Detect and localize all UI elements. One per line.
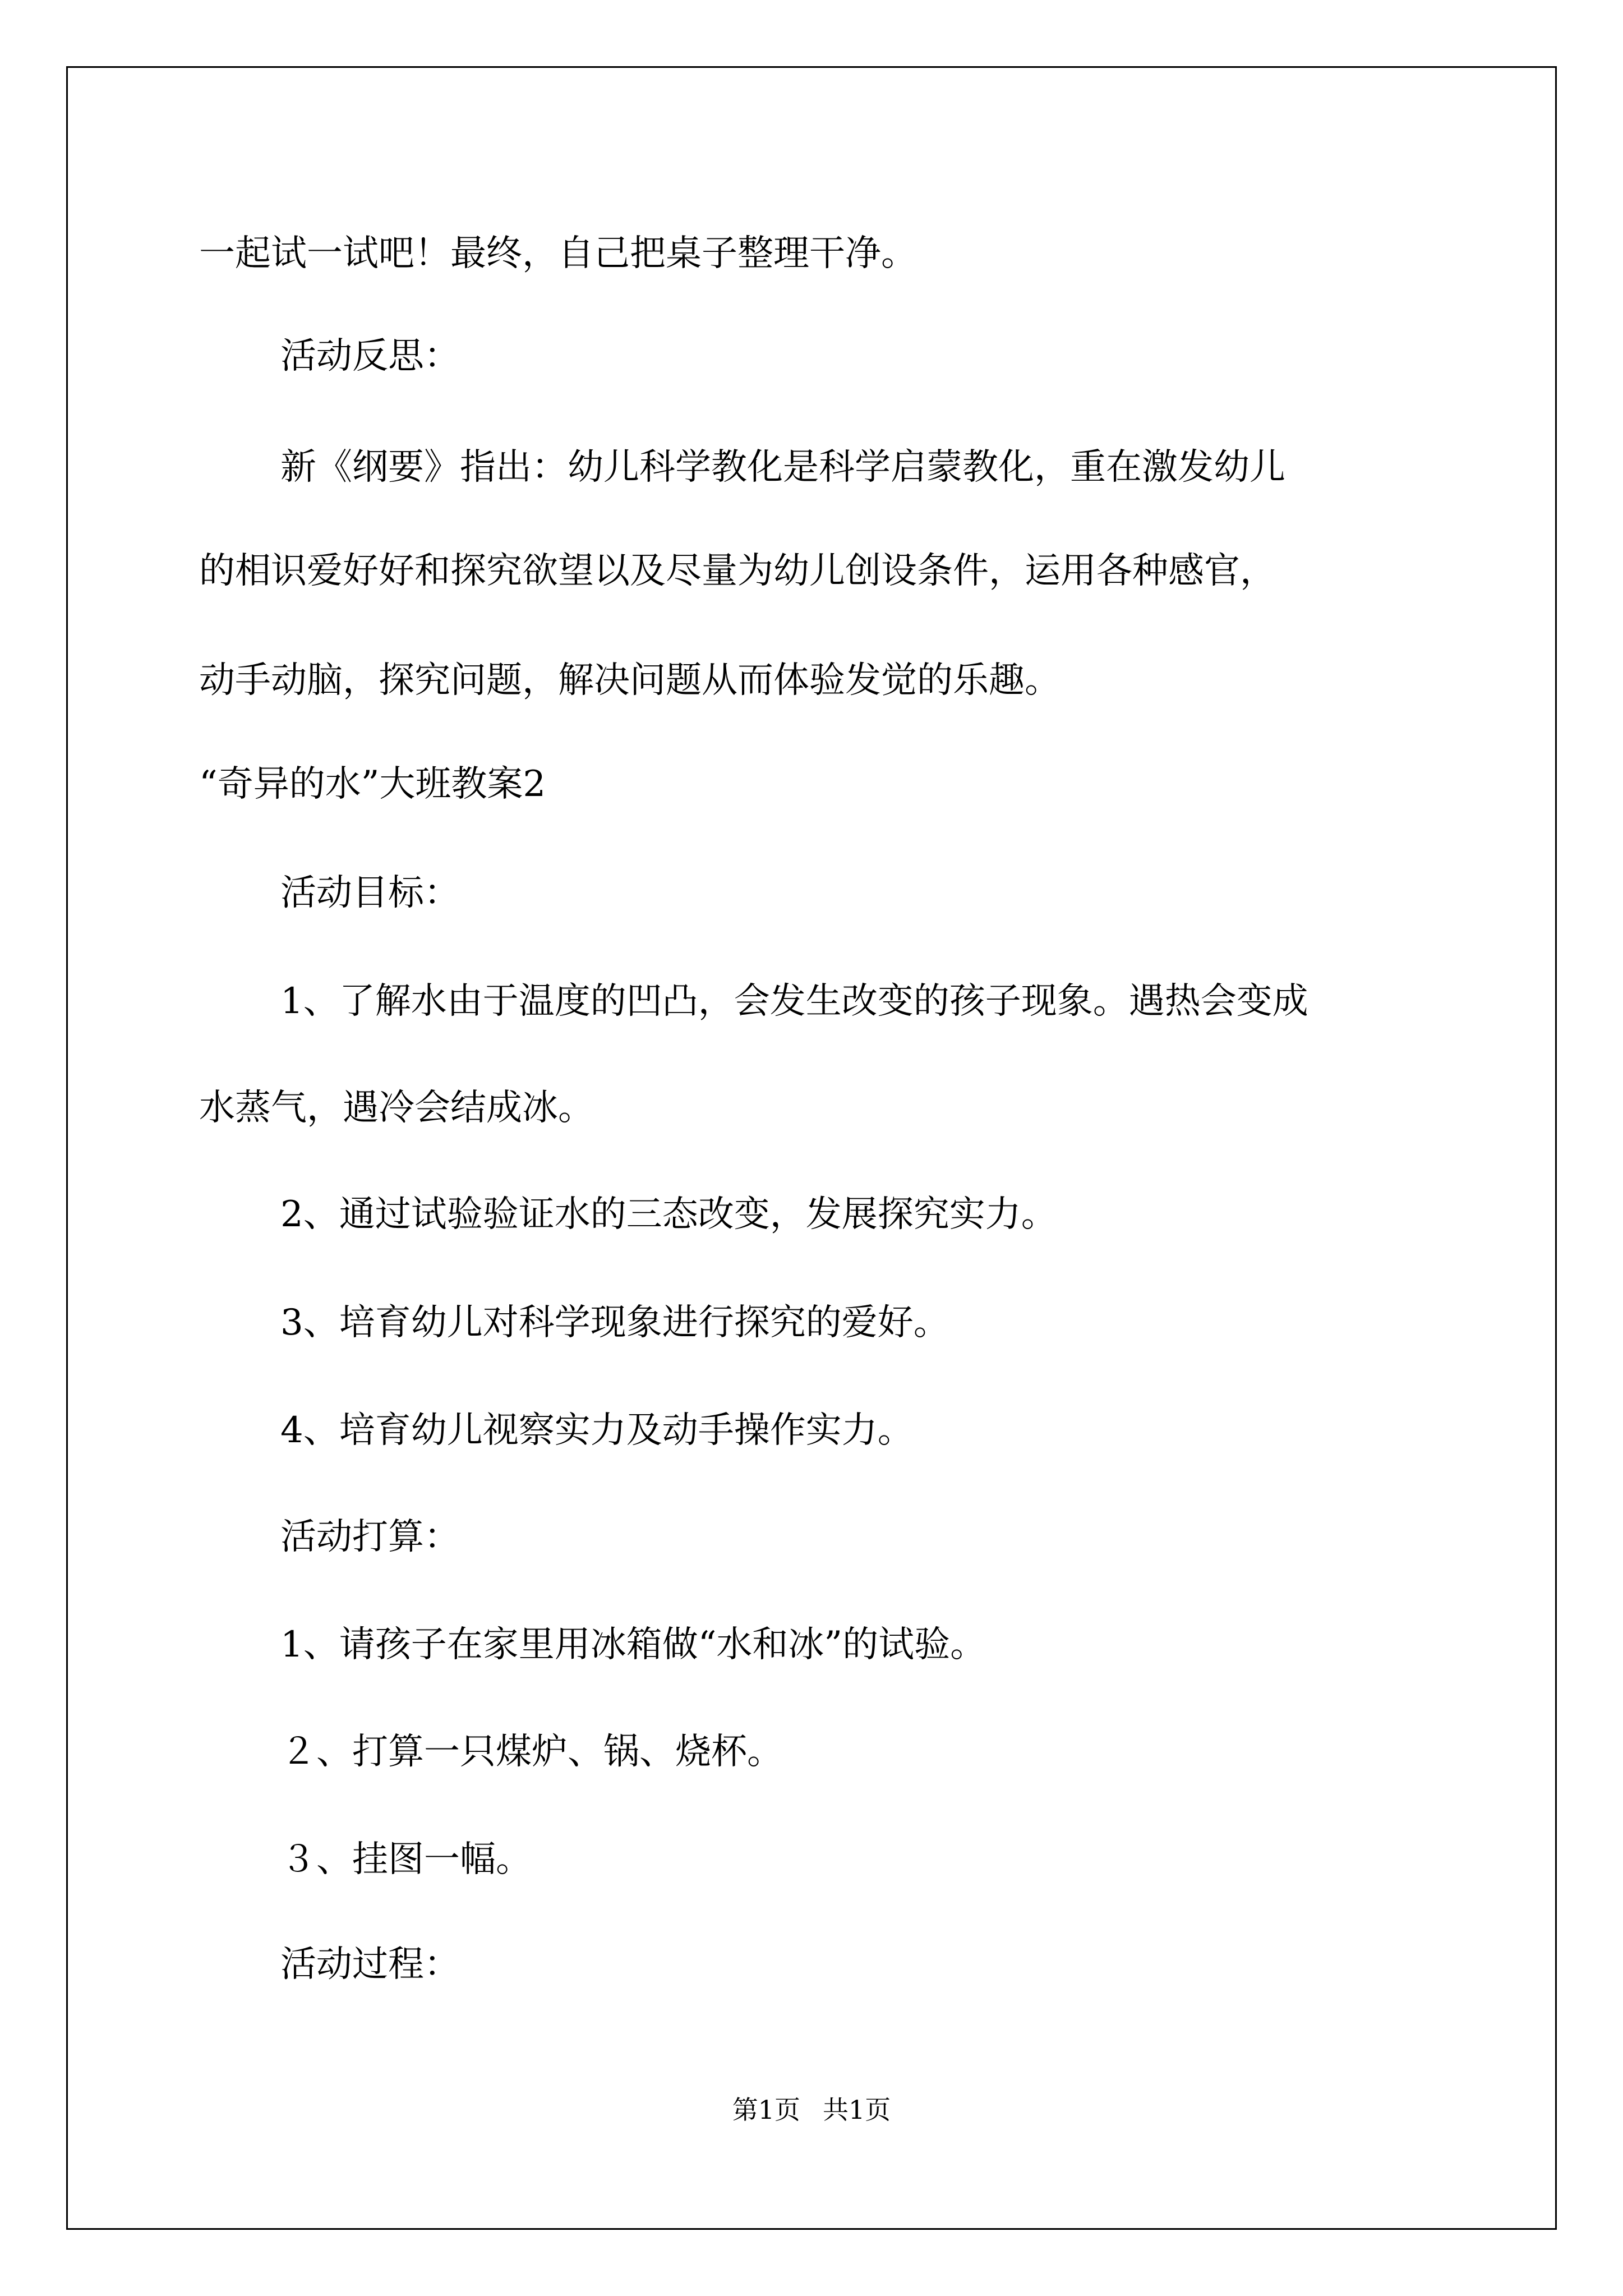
text-line: 1、了解水由于温度的凹凸，会发生改变的孩子现象。遇热会变成 <box>280 981 1308 1022</box>
text-line: 动手动脑，探究问题，解决问题从而体验发觉的乐趣。 <box>199 660 1061 701</box>
text-line: ３、挂图一幅。 <box>280 1839 532 1880</box>
section-heading: 活动过程： <box>280 1944 460 1985</box>
text-line: ２、打算一只煤炉、锅、烧杯。 <box>280 1731 783 1773</box>
section-heading: 活动反思： <box>280 335 460 377</box>
page-number: 第1页 <box>732 2095 800 2125</box>
text-line: 的相识爱好好和探究欲望以及尽量为幼儿创设条件，运用各种感官， <box>199 550 1276 592</box>
section-heading: 活动打算： <box>280 1516 460 1558</box>
section-heading: 活动目标： <box>280 872 460 914</box>
page-total: 共1页 <box>823 2095 891 2125</box>
document-heading: “奇异的水”大班教案2 <box>199 763 546 805</box>
text-line: 水蒸气，遇冷会结成冰。 <box>199 1087 594 1129</box>
text-line: 一起试一试吧！最终，自己把桌子整理干净。 <box>199 233 917 274</box>
text-line: 4、培育幼儿视察实力及动手操作实力。 <box>280 1410 914 1451</box>
text-line: 1、请孩子在家里用冰箱做“水和冰”的试验。 <box>280 1624 986 1665</box>
text-line: 新《纲要》指出：幼儿科学教化是科学启蒙教化，重在激发幼儿 <box>280 447 1285 488</box>
page-border <box>66 66 1557 2230</box>
page-footer <box>0 2090 1623 2127</box>
text-line: 3、培育幼儿对科学现象进行探究的爱好。 <box>280 1302 949 1343</box>
text-line: 2、通过试验验证水的三态改变，发展探究实力。 <box>280 1194 1057 1235</box>
